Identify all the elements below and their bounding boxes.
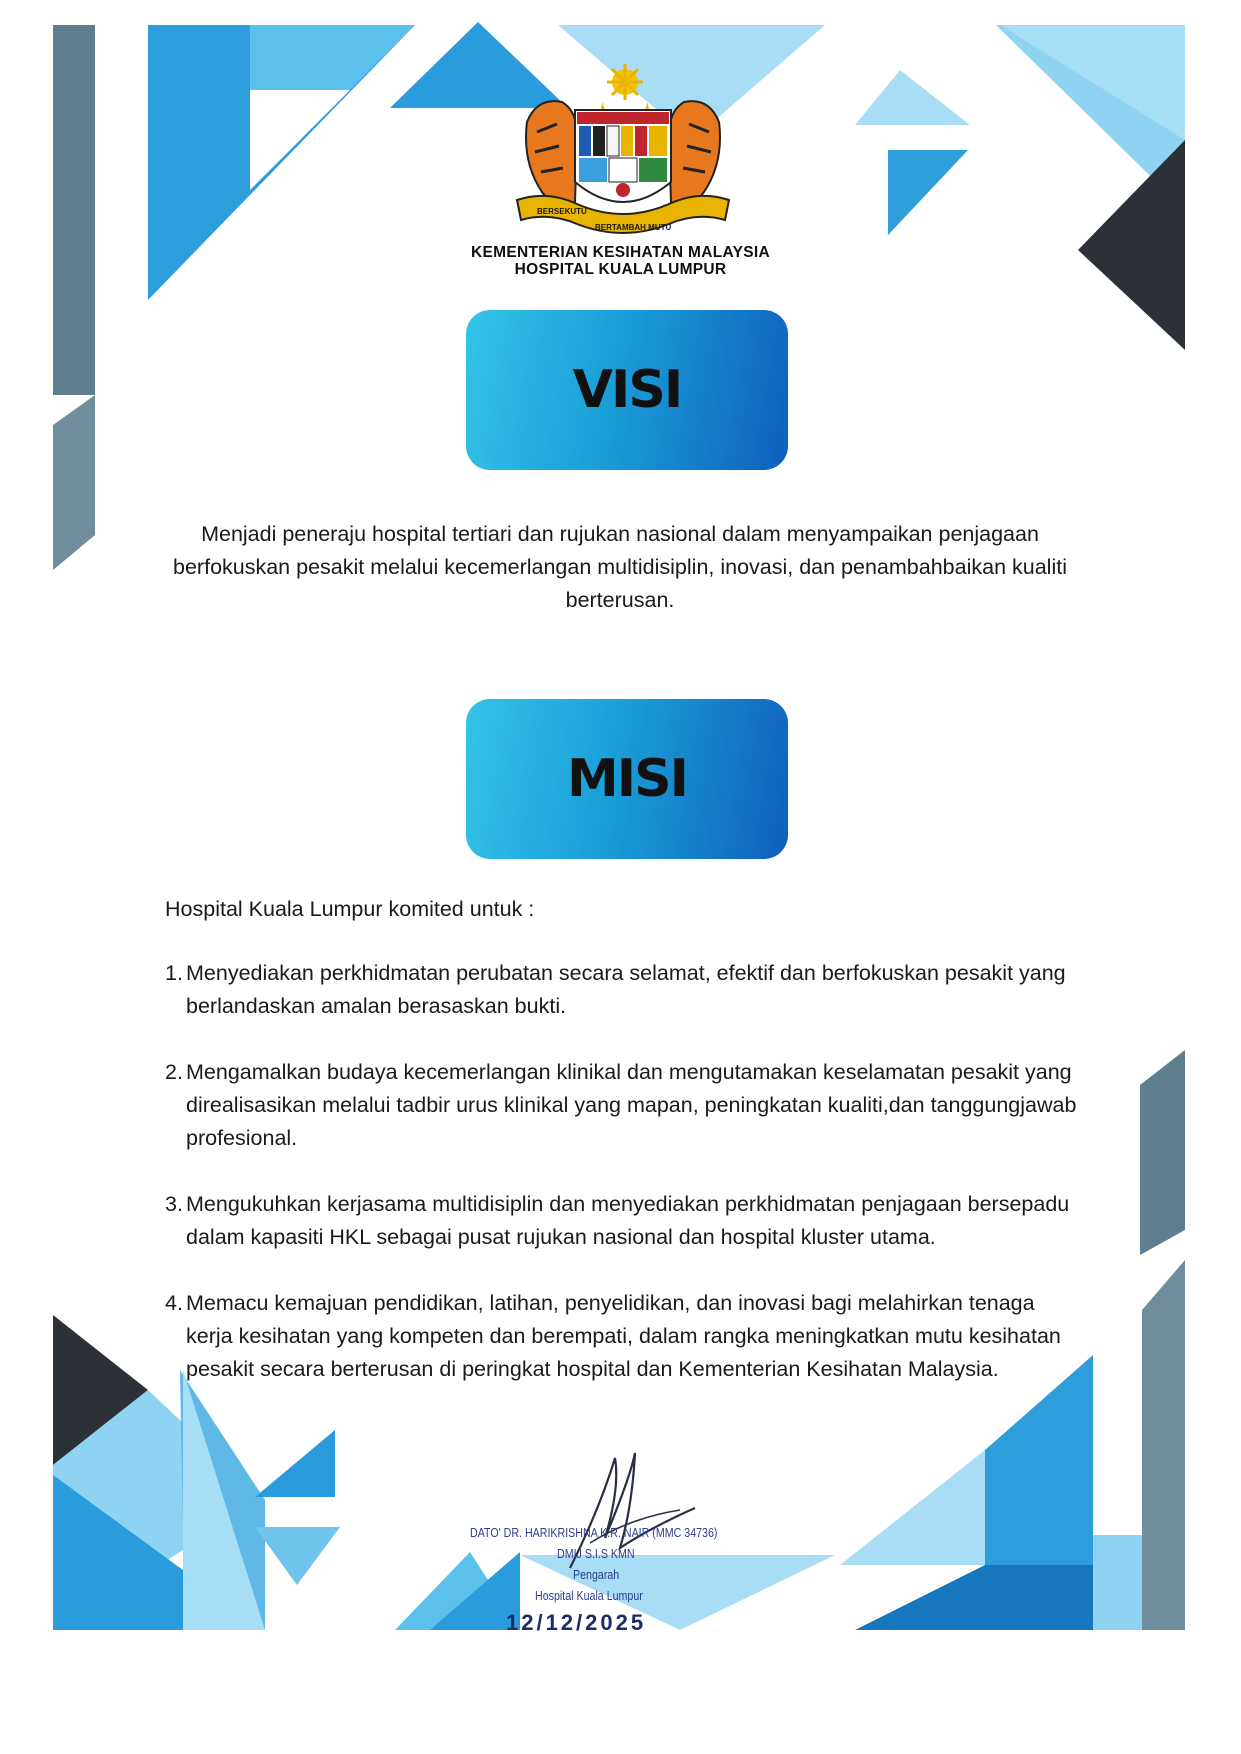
deco-shape: [53, 25, 95, 395]
mission-item-text: Menyediakan perkhidmatan perubatan secara selamat, efektif dan berfokuskan pesakit yang berlandaskan amalan berasaskan bukti.: [186, 961, 1066, 1018]
deco-shape: [855, 1565, 1093, 1630]
deco-shape: [1140, 1050, 1185, 1255]
deco-shape: [53, 395, 95, 570]
mission-item: [165, 1287, 1085, 1386]
mission-item-text: Memacu kemajuan pendidikan, latihan, penyelidikan, dan inovasi bagi melahirkan tenaga kerja kesihatan yang kompeten dan berempati, dalam rangka meningkatkan mutu kesihatan pesakit secara berterusan di peringkat hospital dan Kementerian Kesihatan Malaysia.: [186, 1291, 1061, 1381]
mission-item: [165, 1188, 1085, 1254]
deco-shape: [1078, 140, 1185, 350]
vision-banner: [466, 310, 788, 470]
mission-banner: [466, 699, 788, 859]
deco-shape: [255, 1430, 335, 1497]
mission-item: [165, 957, 1085, 1023]
mission-item-number: 4.: [165, 1291, 183, 1315]
emblem-motto-right: BERTAMBAH MUTU: [595, 223, 672, 232]
ministry-heading: [420, 244, 821, 278]
mission-list: [165, 957, 1085, 1419]
deco-shape: [1142, 1260, 1185, 1630]
mission-intro: Hospital Kuala Lumpur komited untuk :: [165, 897, 535, 921]
signatory-organisation: Hospital Kuala Lumpur: [535, 1588, 643, 1603]
coat-of-arms-emblem: [507, 62, 739, 242]
signatory-title: Pengarah: [573, 1567, 620, 1582]
deco-shape: [255, 1527, 340, 1585]
deco-shape: [250, 90, 350, 190]
signatory-honours: DMIJ S.I.S KMN: [557, 1546, 635, 1561]
mission-item-number: 2.: [165, 1060, 183, 1084]
hospital-name: HOSPITAL KUALA LUMPUR: [514, 261, 727, 278]
signatory-block: [455, 1522, 755, 1606]
signature-date: 12/12/2025: [506, 1610, 647, 1635]
mission-item-number: 3.: [165, 1192, 183, 1216]
deco-shape: [855, 70, 970, 125]
mission-title: MISI: [567, 749, 687, 809]
mission-item-number: 1.: [165, 961, 183, 985]
vision-text: Menjadi peneraju hospital tertiari dan rujukan nasional dalam menyampaikan penjagaan berfokuskan pesakit melalui kecemerlangan multidisiplin, inovasi, dan penambahbaikan kualiti berterusan.: [173, 522, 1067, 612]
emblem-motto-left: BERSEKUTU: [537, 207, 587, 216]
mission-item-text: Mengamalkan budaya kecemerlangan klinikal dan mengutamakan keselamatan pesakit yang direalisasikan melalui tadbir urus klinikal yang mapan, peningkatan kualiti,dan tanggungjawab profesional.: [186, 1060, 1077, 1150]
mission-item-text: Mengukuhkan kerjasama multidisiplin dan menyediakan perkhidmatan penjagaan bersepadu dalam kapasiti HKL sebagai pusat rujukan nasional dan hospital kluster utama.: [186, 1192, 1070, 1249]
mission-item: [165, 1056, 1085, 1155]
deco-shape: [1000, 25, 1185, 140]
deco-shape: [1093, 1535, 1142, 1630]
deco-shape: [888, 150, 968, 235]
ministry-name: KEMENTERIAN KESIHATAN MALAYSIA: [471, 244, 770, 261]
signatory-name: DATO' DR. HARIKRISHNA K.R. NAIR (MMC 34736): [470, 1525, 718, 1540]
deco-shape: [840, 1450, 985, 1565]
vision-title: VISI: [572, 360, 682, 420]
